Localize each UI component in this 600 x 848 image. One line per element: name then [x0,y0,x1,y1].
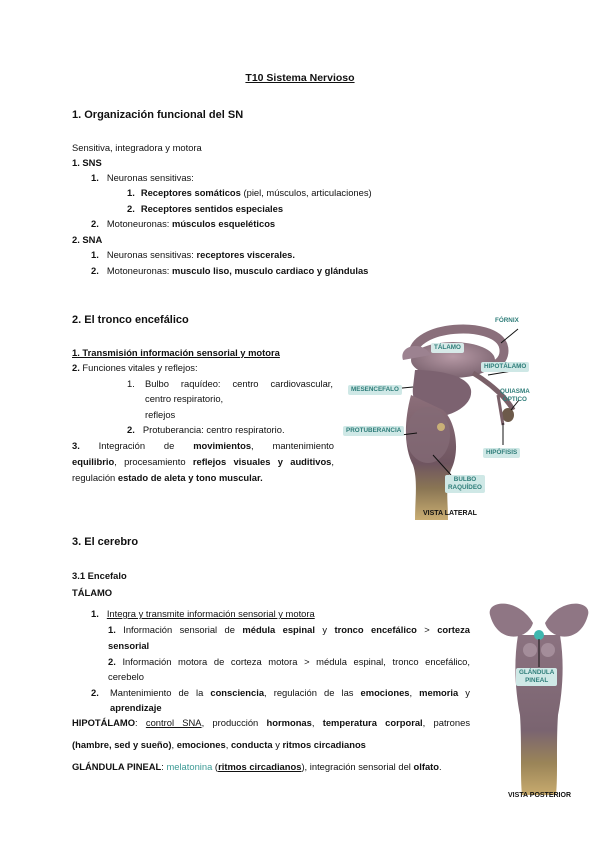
label-bulbo-raquideo: BULBO RAQUÍDEO [445,475,485,493]
s1-sns: 1. SNS [72,157,102,168]
label-hipotalamo: HIPOTÁLAMO [481,362,529,372]
label-talamo: TÁLAMO [431,343,464,353]
label-mesencefalo: MESENCEFALO [348,385,402,395]
s1-sns-item2: 2. Motoneuronas: músculos esqueléticos [91,218,276,229]
label-hipofisis: HIPÓFISIS [483,448,520,458]
s1-sna-item2: 2. Motoneuronas: musculo liso, musculo cardiaco y glándulas [91,265,369,276]
s2-bullet1-line1: Bulbo raquídeo: centro cardiovascular, [145,378,333,389]
s3-pineal: GLÁNDULA PINEAL: melatonina (ritmos circadianos), integración sensorial del olfato. [72,761,442,772]
s3-talamo-item1b-line1: 2. Información motora de corteza motora > médula espinal, tronco encefálico, [108,656,470,667]
s1-intro: Sensitiva, integradora y motora [72,142,202,153]
brainstem-posterior-illustration [478,595,600,795]
label-glandula-pineal: GLÁNDULA PINEAL [516,668,557,686]
s3-hipotalamo-line1: HIPOTÁLAMO: control SNA, producción hormonas, temperatura corporal, patrones [72,717,471,728]
section-1-heading: 1. Organización funcional del SN [72,109,244,121]
caption-vista-lateral: VISTA LATERAL [423,510,477,517]
s1-sna-item1: 1. Neuronas sensitivas: receptores viscerales. [91,249,295,260]
s3-hipotalamo-line2: (hambre, sed y sueño), emociones, conducta y ritmos circadianos [72,739,366,750]
s3-talamo: TÁLAMO [72,587,113,598]
s1-sna: 2. SNA [72,234,103,245]
label-fornix: FÓRNIX [495,317,519,324]
label-quiasma-optico: QUIASMA ÓPTICO [500,388,530,404]
s3-talamo-item2-line1: Mantenimiento de la consciencia, regulación de las emociones, memoria y [110,687,470,698]
s2-bullet1-line3: reflejos [145,409,176,420]
s1-sns-item1a: 1. Receptores somáticos (piel, músculos, articulaciones) [127,187,372,198]
s2-bullet1-line2: centro respiratorio, [145,393,224,404]
s2-bullet2: 2. Protuberancia: centro respiratorio. [127,424,285,435]
s2-point3-line2: equilibrio, procesamiento reflejos visuales y auditivos, [72,456,334,467]
s2-bullet1-num: 1. [127,378,135,389]
caption-vista-posterior: VISTA POSTERIOR [508,792,572,799]
s2-sub2: 2. Funciones vitales y reflejos: [72,362,198,373]
label-protuberancia: PROTUBERANCIA [343,426,404,436]
s1-sns-item1: 1. Neuronas sensitivas: [91,172,194,183]
s3-talamo-item1a-line1: 1. Información sensorial de médula espinal y tronco encefálico > corteza [108,624,471,635]
s1-sns-item1b: 2. Receptores sentidos especiales [127,203,284,214]
s2-point3-line3: regulación estado de aleta y tono muscular. [72,472,263,483]
s3-talamo-item1a-line2: sensorial [108,640,150,651]
s2-point3-line1: 3. Integración de movimientos, mantenimiento [72,440,334,451]
s3-talamo-item1b-line2: cerebelo [108,671,144,682]
s2-sub1: 1. Transmisión información sensorial y motora [72,347,280,358]
s3-sub: 3.1 Encefalo [72,570,127,581]
section-2-heading: 2. El tronco encefálico [72,314,189,326]
brainstem-lateral-figure [343,315,529,520]
document-title: T10 Sistema Nervioso [245,72,355,84]
s3-talamo-item2-line2: aprendizaje [110,702,162,713]
brainstem-posterior-figure [478,595,600,805]
s3-talamo-item1: 1. Integra y transmite información sensorial y motora [91,608,315,619]
section-3-heading: 3. El cerebro [72,536,139,548]
s3-talamo-item2-num: 2. [91,687,99,698]
